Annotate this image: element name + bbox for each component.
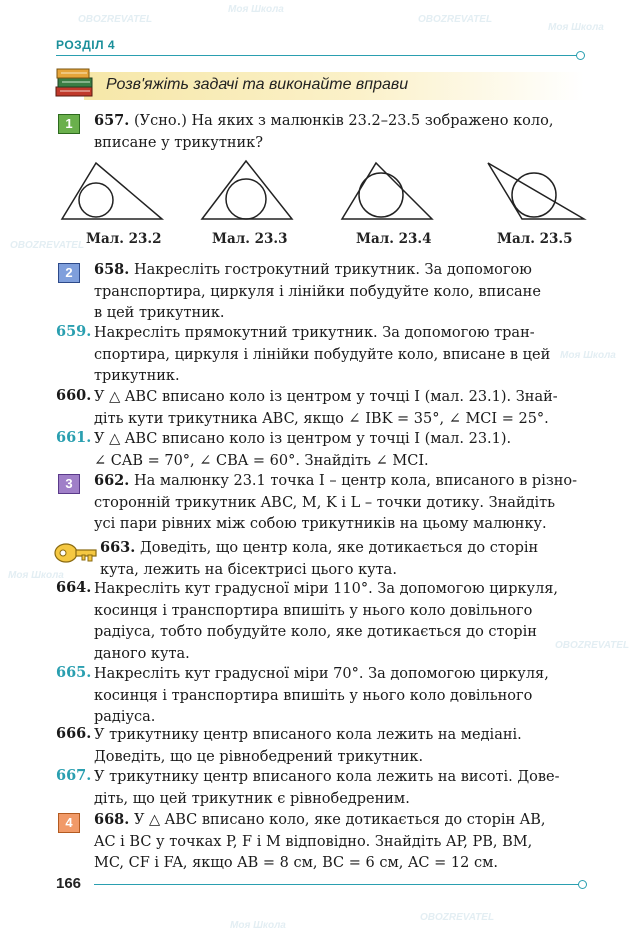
exercise-text: У △ ABC вписано коло із центром у точці I (мал. 23.1). Знай- (94, 389, 558, 405)
exercise-text: косинця і транспортира впишіть у нього коло довільного (94, 687, 533, 704)
difficulty-badge-4: 4 (58, 813, 80, 833)
exercise-number: 658. (94, 261, 130, 278)
exercise-text: Доведіть, що це рівнобедрений трикутник. (94, 748, 424, 765)
exercise-text: AC і BC у точках P, F і M відповідно. Знайдіть AP, PB, BM, (94, 833, 533, 850)
difficulty-badge-1: 1 (58, 114, 80, 134)
exercise-text: діть кути трикутника ABC, якщо ∠ IBK = 35°, ∠ MCI = 25°. (94, 410, 549, 427)
exercise-text: вписане у трикутник? (94, 134, 264, 151)
exercise-text: У △ ABC вписано коло, яке дотикається до сторін AB, (133, 812, 546, 828)
figure-caption: Мал. 23.3 (212, 231, 288, 247)
exercise-text: спортира, циркуля і лінійки побудуйте коло, вписане в цей (94, 346, 551, 363)
exercise-659 (94, 323, 586, 388)
figure-caption: Мал. 23.5 (497, 231, 573, 247)
figure-23-2 (62, 163, 162, 219)
exercise-658 (94, 259, 586, 325)
exercise-663 (100, 537, 586, 581)
figure-caption: Мал. 23.2 (86, 231, 162, 247)
exercise-text: ∠ CAB = 70°, ∠ CBA = 60°. Знайдіть ∠ MCI. (94, 452, 429, 469)
exercise-668 (94, 809, 586, 875)
watermark: Моя Школа (230, 920, 286, 931)
exercise-text: (Усно.) На яких з малюнків 23.2–23.5 зображено коло, (133, 113, 554, 129)
watermark: OBOZREVATEL (418, 14, 493, 25)
exercise-text: діть, що цей трикутник є рівнобедреним. (94, 790, 410, 807)
exercise-text: Доведіть, що центр кола, яке дотикається до сторін (139, 540, 539, 556)
exercise-text: косинця і транспортира впишіть у нього коло довільного (94, 602, 533, 619)
exercise-657 (94, 110, 586, 154)
exercise-number: 666. (56, 725, 92, 742)
exercise-number: 661. (56, 429, 92, 446)
difficulty-badge-2: 2 (58, 263, 80, 283)
watermark: OBOZREVATEL (78, 14, 153, 25)
exercise-text: На малюнку 23.1 точка I – центр кола, вписаного в різно- (133, 473, 578, 489)
exercise-text: кута, лежить на бісектрисі цього кута. (100, 561, 397, 578)
figure-23-5 (488, 163, 584, 219)
exercise-number: 664. (56, 579, 92, 596)
exercise-number: 668. (94, 811, 130, 828)
footer-rule (94, 884, 582, 885)
banner-title: Розв'яжіть задачі та виконайте вправи (106, 76, 409, 93)
exercise-662 (94, 470, 586, 536)
watermark: OBOZREVATEL (555, 640, 630, 651)
footer-rule-end (578, 880, 587, 889)
key-icon (52, 540, 98, 566)
figure-caption: Мал. 23.4 (356, 231, 432, 247)
exercise-text: MC, CF і FA, якщо AB = 8 см, BC = 6 см, AC = 12 см. (94, 855, 498, 871)
difficulty-badge-3: 3 (58, 474, 80, 494)
figures-row (0, 155, 638, 230)
exercise-text: усі пари рівних між собою трикутників на цьому малюнку. (94, 516, 547, 532)
exercise-number: 665. (56, 664, 92, 681)
exercise-text: даного кута. (94, 645, 190, 662)
exercise-665 (94, 664, 586, 729)
exercise-text: У △ ABC вписано коло із центром у точці I (мал. 23.1). (94, 431, 512, 447)
exercise-number: 659. (56, 323, 92, 340)
page-number: 166 (56, 875, 82, 892)
watermark: Моя Школа (548, 22, 604, 33)
figure-23-3 (202, 161, 292, 219)
exercise-text: Накресліть гострокутний трикутник. За допомогою (133, 262, 532, 278)
figure-23-4 (342, 163, 432, 219)
watermark: Моя Школа (560, 350, 616, 361)
exercise-660 (94, 387, 586, 430)
exercise-text: сторонній трикутник ABC, M, K і L – точки дотику. Знайдіть (94, 494, 556, 511)
watermark: Моя Школа (228, 4, 284, 15)
exercise-664 (94, 579, 586, 665)
exercise-text: У трикутнику центр вписаного кола лежить на висоті. Дове- (94, 769, 560, 785)
books-icon (54, 63, 98, 101)
exercise-number: 660. (56, 387, 92, 404)
exercise-text: транспортира, циркуля і лінійки побудуйте коло, вписане (94, 283, 541, 300)
watermark: Моя Школа (8, 570, 64, 581)
exercise-text: трикутник. (94, 368, 180, 384)
header-rule (56, 55, 580, 56)
exercise-text: радіуса. (94, 709, 156, 725)
exercise-666 (94, 725, 586, 768)
exercise-661 (94, 429, 586, 472)
watermark: OBOZREVATEL (420, 912, 495, 923)
exercise-text: Накресліть прямокутний трикутник. За допомогою тран- (94, 325, 535, 341)
exercise-text: Накресліть кут градусної міри 70°. За допомогою циркуля, (94, 666, 549, 682)
section-title: РОЗДІЛ 4 (56, 38, 116, 52)
exercise-number: 667. (56, 767, 92, 784)
exercise-text: радіуса, тобто побудуйте коло, яке дотикається до сторін (94, 624, 537, 640)
exercise-text: У трикутнику центр вписаного кола лежить на медіані. (94, 727, 522, 743)
exercise-text: Накресліть кут градусної міри 110°. За допомогою циркуля, (94, 581, 559, 597)
exercise-number: 663. (100, 539, 136, 556)
exercise-667 (94, 767, 586, 810)
header-rule-end (576, 51, 585, 60)
exercise-number: 662. (94, 472, 130, 489)
exercise-text: в цей трикутник. (94, 305, 225, 321)
exercise-number: 657. (94, 112, 130, 129)
watermark: OBOZREVATEL (10, 240, 85, 251)
